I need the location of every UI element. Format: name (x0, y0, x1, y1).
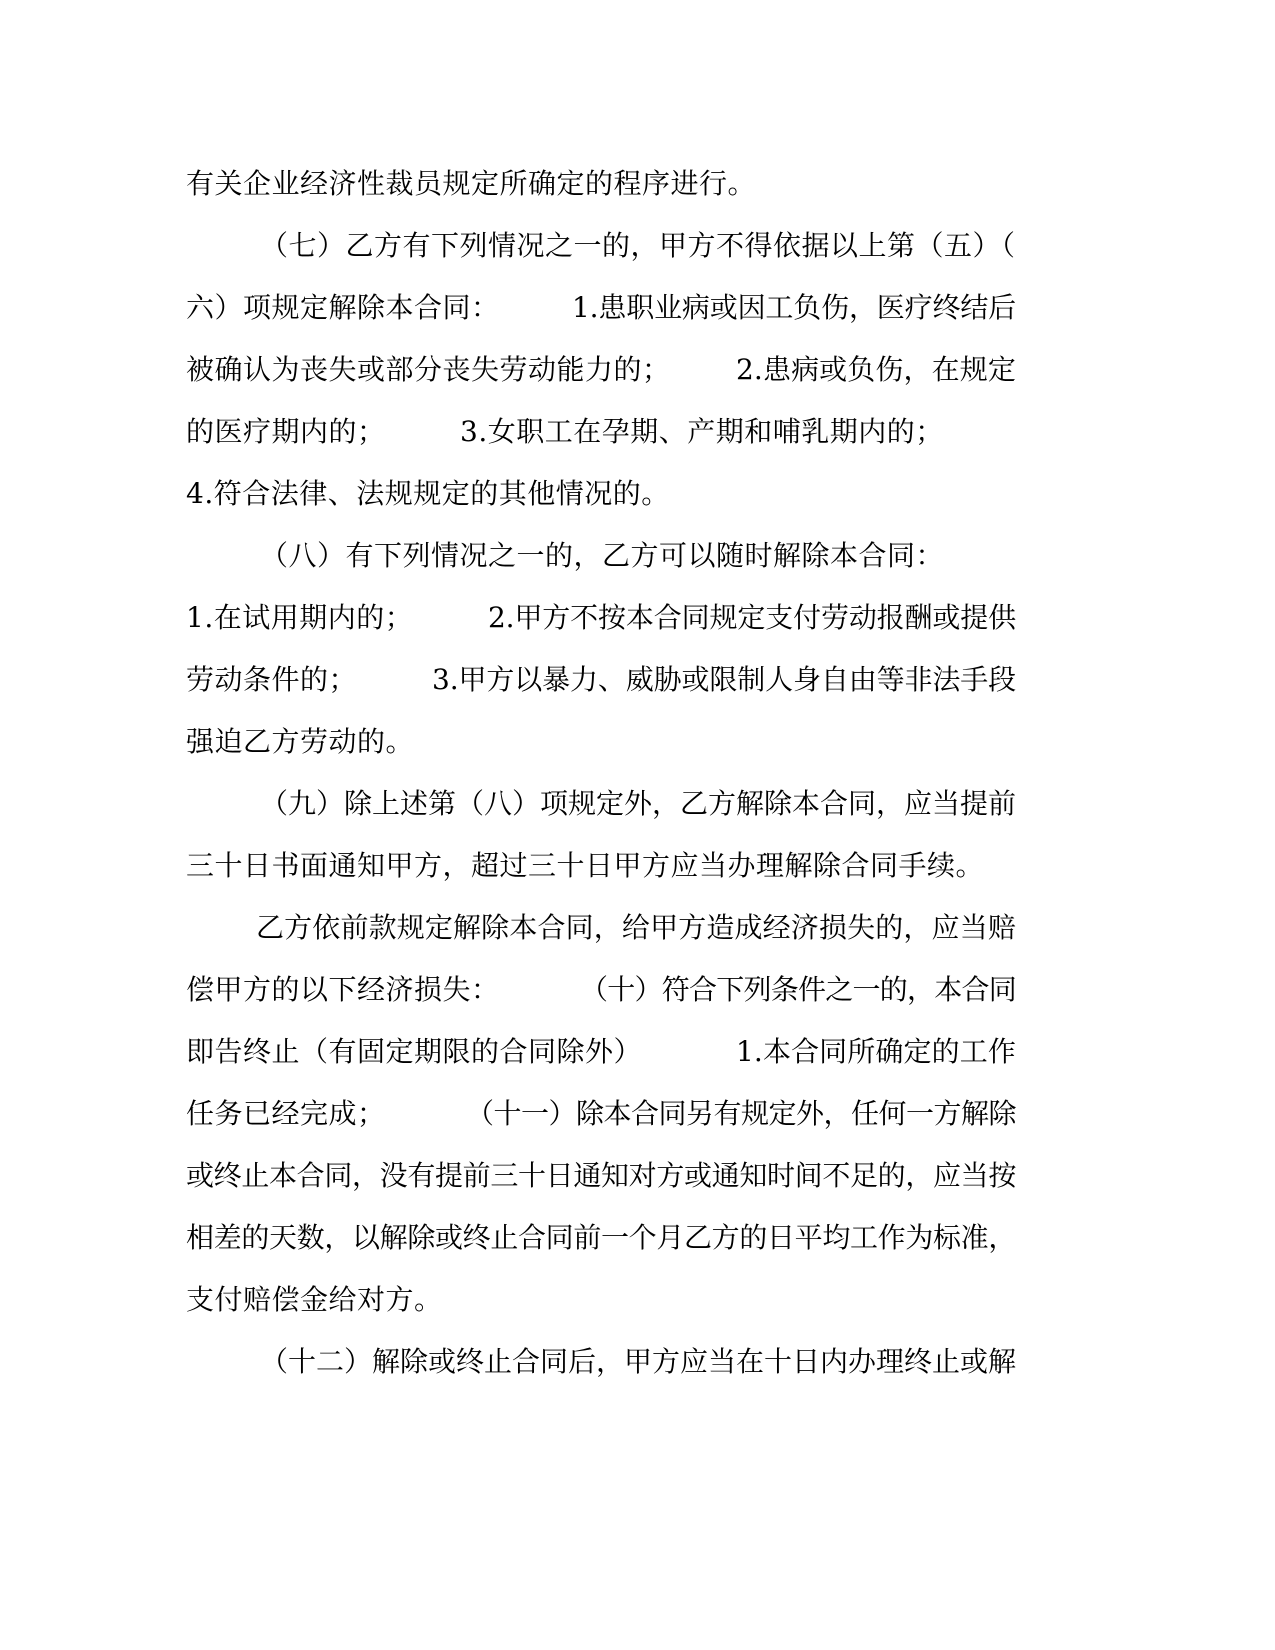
text-segment: 被确认为丧失或部分丧失劳动能力的； (186, 353, 671, 386)
text-segment: 三十日书面通知甲方，超过三十日甲方应当办理解除合同手续。 (186, 849, 985, 882)
text-segment: （十二）解除或终止合同后，甲方应当在十日内办理终止或解 (260, 1345, 1016, 1378)
text-segment: （七）乙方有下列情况之一的，甲方不得依据以上第（五）（ (260, 229, 1016, 262)
text-segment: 1.患职业病或因工负伤，医疗终结后 (572, 291, 1016, 324)
text-segment: 2.甲方不按本合同规定支付劳动报酬或提供 (488, 601, 1016, 634)
text-segment: 的医疗期内的； (186, 415, 386, 448)
text-segment: 4.符合法律、法规规定的其他情况的。 (186, 477, 670, 510)
text-segment: （八）有下列情况之一的，乙方可以随时解除本合同： (260, 539, 945, 572)
text-line (186, 1344, 1016, 1452)
text-segment: 劳动条件的； (186, 663, 358, 696)
text-segment: （十）符合下列条件之一的，本合同 (580, 973, 1016, 1006)
text-segment: 支付赔偿金给对方。 (186, 1283, 443, 1316)
text-segment: 相差的天数，以解除或终止合同前一个月乙方的日平均工作为标准， (186, 1221, 1016, 1254)
text-segment: 即告终止（有固定期限的合同除外） (186, 1035, 643, 1068)
text-segment: 3.甲方以暴力、威胁或限制人身自由等非法手段 (432, 663, 1016, 696)
text-segment: 1.本合同所确定的工作 (736, 1035, 1016, 1068)
text-segment: 强迫乙方劳动的。 (186, 725, 415, 758)
text-segment: 2.患病或负伤，在规定 (736, 353, 1016, 386)
text-segment: 六）项规定解除本合同： (186, 291, 500, 324)
text-segment: 3.女职工在孕期、产期和哺乳期内的； (460, 415, 944, 448)
text-segment: （十一）除本合同另有规定外，任何一方解除 (466, 1097, 1016, 1130)
text-segment: 或终止本合同，没有提前三十日通知对方或通知时间不足的，应当按 (186, 1159, 1016, 1192)
text-segment: （九）除上述第（八）项规定外，乙方解除本合同，应当提前 (260, 787, 1016, 820)
text-segment: 乙方依前款规定解除本合同，给甲方造成经济损失的，应当赔 (256, 911, 1016, 944)
text-segment: 1.在试用期内的； (186, 601, 414, 634)
text-segment: 任务已经完成； (186, 1097, 386, 1130)
text-segment: 有关企业经济性裁员规定所确定的程序进行。 (186, 167, 757, 200)
text-segment: 偿甲方的以下经济损失： (186, 973, 500, 1006)
